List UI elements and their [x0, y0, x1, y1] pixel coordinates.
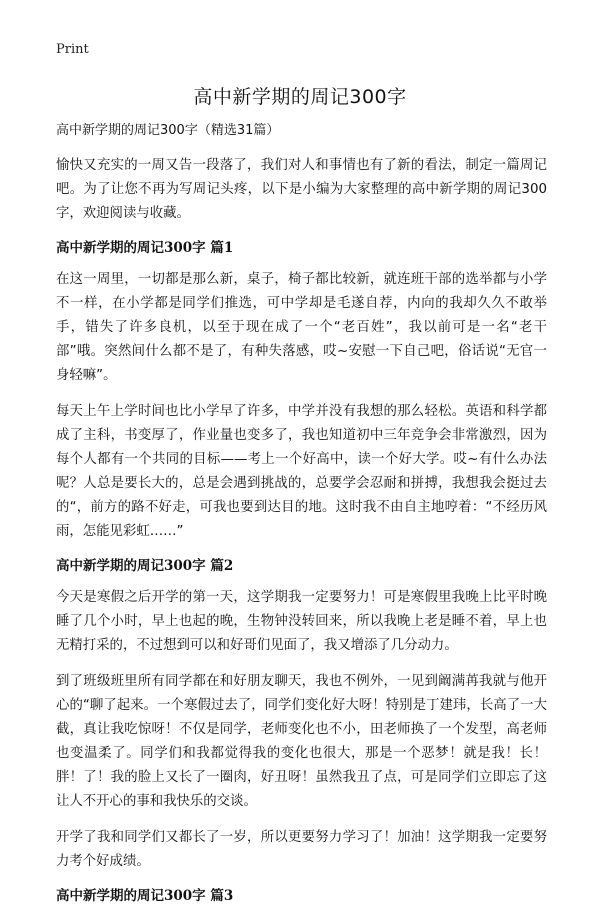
section-heading-2: 高中新学期的周记300字 篇2 [56, 558, 234, 574]
section-heading-3: 高中新学期的周记300字 篇3 [56, 888, 234, 904]
intro-paragraph: 愉快又充实的一周又告一段落了，我们对人和事情也有了新的看法，制定一篇周记吧。为了让您不再为写周记头疼，以下是小编为大家整理的高中新学期的周记300字，欢迎阅读与收藏。 [56, 158, 547, 221]
section-1-paragraph-2: 每天上午上学时间也比小学早了许多，中学并没有我想的那么轻松。英语和科学都成了主科，书变厚了，作业量也变多了，我也知道初中三年竞争会非常激烈，因为每个人都有一个共同的目标——考上一个好高中，读一个好大学。哎~有什么办法呢？人总是要长大的，总是会遇到挑战的，总要学会忍耐和拼搏，我想我会挺过去的“，前方的路不好走，可我也要到达目的地。这时我不由自主地哼着：“不经历风雨，怎能见彩虹……” [56, 404, 547, 539]
page-title: 高中新学期的周记300字 [193, 86, 407, 108]
document-body [56, 122, 547, 916]
section-heading-1: 高中新学期的周记300字 篇1 [56, 240, 234, 256]
print-link[interactable]: Print [56, 42, 89, 57]
section-2-paragraph-2: 到了班级班里所有同学都在和好朋友聊天，我也不例外，一见到阚满苒我就与他开心的“聊了起来。一个寒假过去了，同学们变化好大呀！特别是丁建玮，长高了一大截，真让我吃惊呀！不仅是同学，老师变化也不小，田老师换了一个发型，高老师也变温柔了。同学们和我都觉得我的变化也很大，那是一个恶梦！就是我！长！胖！了！我的脸上又长了一圈肉，好丑呀！虽然我丑了点，可是同学们立即忘了这让人不开心的事和我快乐的交谈。 [56, 674, 547, 809]
section-2-paragraph-3: 开学了我和同学们又都长了一岁，所以更要努力学习了！加油！这学期我一定要努力考个好成绩。 [56, 830, 547, 869]
section-1-paragraph-1: 在这一周里，一切都是那么新，桌子，椅子都比较新，就连班干部的选举都与小学不一样，在小学都是同学们推选，可中学却是毛遂自荐，内向的我却久久不敢举手，错失了许多良机，以至于现在成了一个“老百姓”，我以前可是一名“老干部”哦。突然间什么都不是了，有种失落感，哎~安慰一下自己吧，俗话说“无官一身轻嘛”。 [56, 272, 547, 383]
section-2-paragraph-1: 今天是寒假之后开学的第一天，这学期我一定要努力！可是寒假里我晚上比平时晚睡了几个小时，早上也起的晚，生物钟没转回来，所以我晚上老是睡不着，早上也无精打采的，不过想到可以和好哥们见面了，我又增添了几分动力。 [56, 590, 547, 653]
document-subtitle: 高中新学期的周记300字（精选31篇） [56, 123, 280, 138]
